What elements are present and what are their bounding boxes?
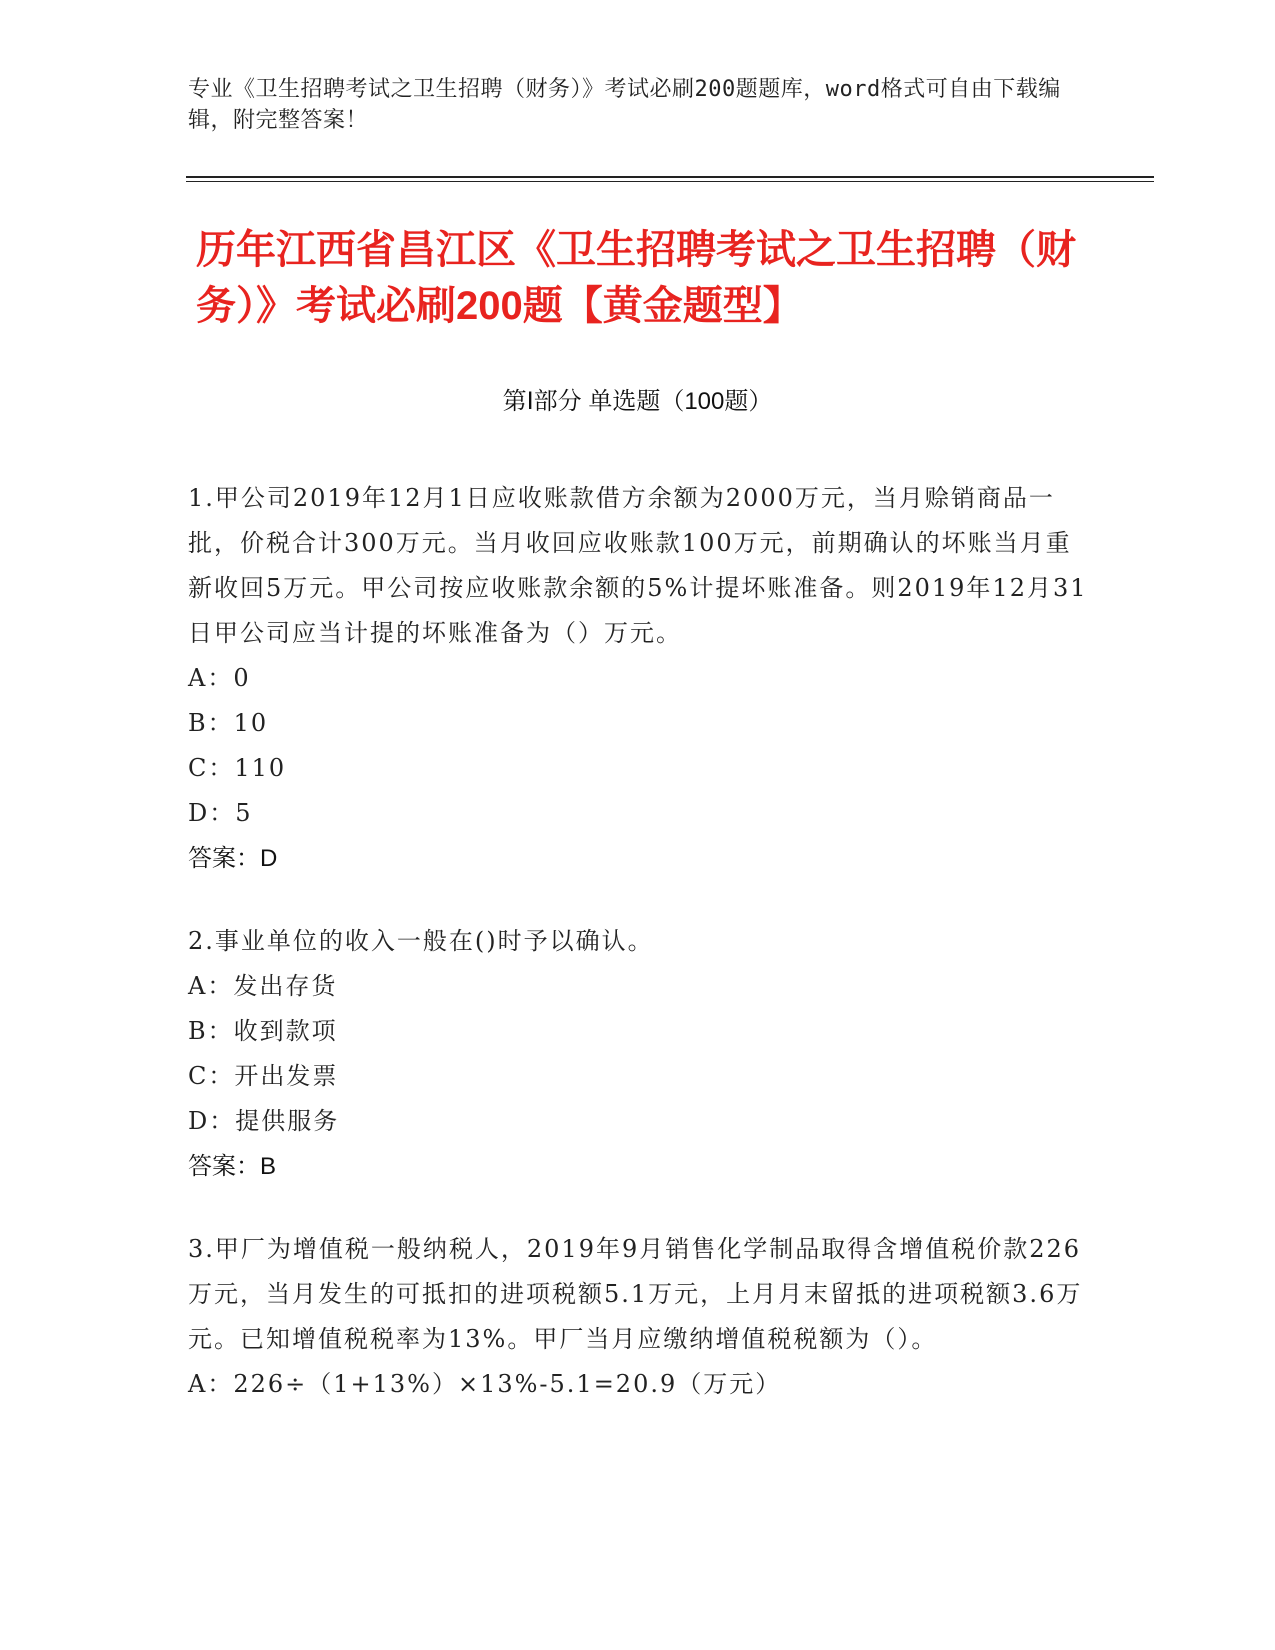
option-b: B：10 <box>188 709 269 737</box>
option-a: A：226÷（1+13%）×13%-5.1=20.9（万元） <box>188 1370 782 1398</box>
option-b: B：收到款项 <box>188 1017 338 1045</box>
document-title: 历年江西省昌江区《卫生招聘考试之卫生招聘（财务）》考试必刷200题【黄金题型】 <box>196 228 1076 328</box>
answer: 答案：D <box>188 845 278 872</box>
question-stem: 2.事业单位的收入一般在()时予以确认。 <box>188 927 654 955</box>
option-a: A：发出存货 <box>188 972 338 1000</box>
option-c: C：开出发票 <box>188 1062 339 1090</box>
header-note: 专业《卫生招聘考试之卫生招聘（财务）》考试必刷200题题库，word格式可自由下载编辑，附完整答案！ <box>188 77 1061 133</box>
question-stem: 3.甲厂为增值税一般纳税人，2019年9月销售化学制品取得含增值税价款226万元，当月发生的可抵扣的进项税额5.1万元，上月月末留抵的进项税额3.6万元。已知增值税税率为13%。甲厂当月应缴纳增值税税额为（）。 <box>188 1235 1083 1353</box>
option-d: D：提供服务 <box>188 1107 340 1135</box>
section-title: 第Ⅰ部分 单选题（100题） <box>502 388 773 415</box>
answer: 答案：B <box>188 1153 277 1180</box>
question-list <box>188 476 1088 1445</box>
option-c: C：110 <box>188 754 287 782</box>
question-3 <box>188 1227 1088 1407</box>
question-2 <box>188 919 1088 1189</box>
option-d: D：5 <box>188 799 253 827</box>
question-1 <box>188 476 1088 881</box>
header-divider-thin <box>186 181 1154 182</box>
header-divider-thick <box>186 176 1154 178</box>
option-a: A：0 <box>188 664 251 692</box>
question-stem: 1.甲公司2019年12月1日应收账款借方余额为2000万元，当月赊销商品一批，价税合计300万元。当月收回应收账款100万元，前期确认的坏账当月重新收回5万元。甲公司按应收账款余额的5%计提坏账准备。则2019年12月31日甲公司应当计提的坏账准备为（）万元。 <box>188 484 1088 647</box>
